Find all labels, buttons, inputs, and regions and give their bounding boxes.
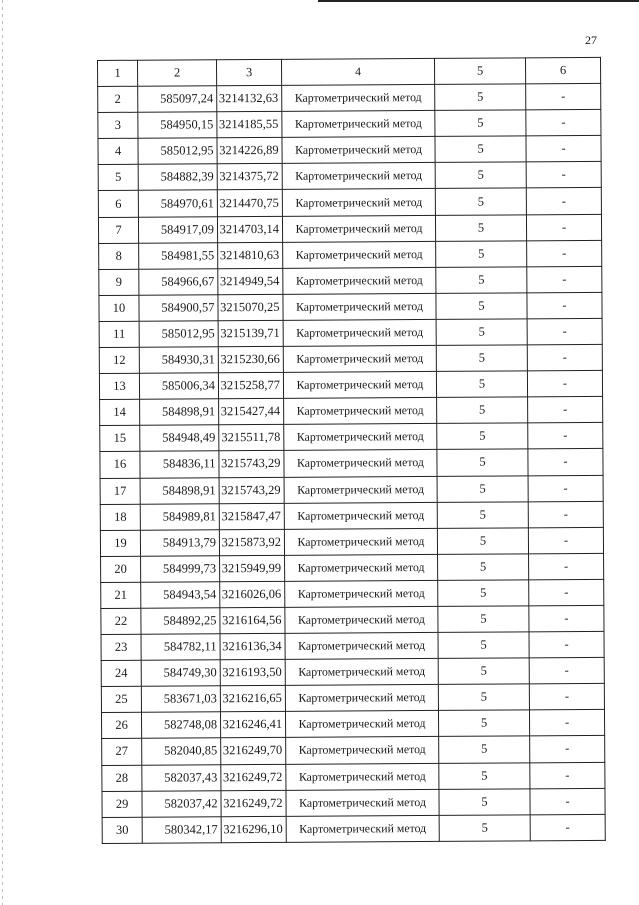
x-coordinate-cell: 584981,55 bbox=[139, 242, 218, 269]
method-cell: Картометрический метод bbox=[282, 215, 435, 242]
table-row bbox=[101, 631, 604, 660]
method-cell: Картометрический метод bbox=[285, 659, 438, 686]
x-coordinate-cell: 584900,57 bbox=[139, 295, 218, 322]
table-row bbox=[102, 736, 605, 765]
point-number-cell: 28 bbox=[102, 765, 142, 791]
table-row bbox=[101, 710, 604, 739]
table-row bbox=[101, 579, 604, 608]
point-number-cell: 3 bbox=[98, 112, 138, 138]
x-coordinate-cell: 584749,30 bbox=[141, 660, 220, 687]
point-number-cell: 22 bbox=[101, 608, 141, 634]
x-coordinate-cell: 584943,54 bbox=[141, 582, 220, 609]
table-row bbox=[101, 553, 604, 582]
note-cell: - bbox=[529, 579, 604, 606]
x-coordinate-cell: 582040,85 bbox=[142, 738, 221, 765]
accuracy-cell: 5 bbox=[437, 475, 528, 502]
point-number-cell: 14 bbox=[100, 399, 140, 425]
point-number-cell: 9 bbox=[99, 269, 139, 295]
note-cell: - bbox=[528, 475, 603, 502]
method-cell: Картометрический метод bbox=[283, 345, 436, 372]
accuracy-cell: 5 bbox=[436, 267, 527, 294]
note-cell: - bbox=[530, 814, 605, 841]
accuracy-cell: 5 bbox=[437, 423, 528, 450]
accuracy-cell: 5 bbox=[436, 371, 527, 398]
accuracy-cell: 5 bbox=[439, 815, 530, 842]
header-cell: 5 bbox=[434, 58, 525, 85]
method-cell: Картометрический метод bbox=[283, 241, 436, 268]
accuracy-cell: 5 bbox=[435, 162, 526, 189]
y-coordinate-cell: 3215847,47 bbox=[219, 503, 284, 529]
header-cell: 1 bbox=[98, 60, 138, 86]
y-coordinate-cell: 3216249,70 bbox=[221, 738, 286, 764]
page-number: 27 bbox=[585, 33, 597, 47]
coordinates-table bbox=[97, 57, 606, 844]
table-row bbox=[98, 136, 601, 165]
y-coordinate-cell: 3214703,14 bbox=[217, 216, 282, 242]
y-coordinate-cell: 3214375,72 bbox=[217, 164, 282, 190]
y-coordinate-cell: 3215258,77 bbox=[218, 372, 283, 398]
method-cell: Картометрический метод bbox=[283, 319, 436, 346]
point-number-cell: 23 bbox=[101, 634, 141, 660]
accuracy-cell: 5 bbox=[436, 293, 527, 320]
accuracy-cell: 5 bbox=[438, 606, 529, 633]
accuracy-cell: 5 bbox=[436, 319, 527, 346]
y-coordinate-cell: 3215427,44 bbox=[219, 399, 284, 425]
x-coordinate-cell: 584917,09 bbox=[138, 216, 217, 243]
table-row bbox=[98, 84, 601, 113]
point-number-cell: 27 bbox=[102, 739, 142, 765]
accuracy-cell: 5 bbox=[438, 684, 529, 711]
note-cell: - bbox=[528, 397, 603, 424]
y-coordinate-cell: 3216193,50 bbox=[220, 660, 285, 686]
y-coordinate-cell: 3215230,66 bbox=[218, 346, 283, 372]
table-row bbox=[101, 658, 604, 687]
point-number-cell: 24 bbox=[101, 660, 141, 686]
table-row bbox=[102, 762, 605, 791]
table-row bbox=[99, 266, 602, 295]
y-coordinate-cell: 3216246,41 bbox=[220, 712, 285, 738]
table-header-row bbox=[98, 57, 601, 86]
table-row bbox=[99, 318, 602, 347]
method-cell: Картометрический метод bbox=[284, 502, 437, 529]
method-cell: Картометрический метод bbox=[282, 163, 435, 190]
method-cell: Картометрический метод bbox=[284, 476, 437, 503]
method-cell: Картометрический метод bbox=[286, 815, 439, 842]
method-cell: Картометрический метод bbox=[282, 137, 435, 164]
method-cell: Картометрический метод bbox=[282, 85, 435, 112]
accuracy-cell: 5 bbox=[438, 710, 529, 737]
note-cell: - bbox=[527, 318, 602, 345]
x-coordinate-cell: 585006,34 bbox=[139, 373, 218, 400]
x-coordinate-cell: 584950,15 bbox=[138, 112, 217, 139]
table-row bbox=[98, 110, 601, 139]
x-coordinate-cell: 584898,91 bbox=[140, 399, 219, 426]
table-row bbox=[100, 449, 603, 478]
header-cell: 4 bbox=[281, 58, 434, 85]
x-coordinate-cell: 582037,42 bbox=[142, 790, 221, 817]
accuracy-cell: 5 bbox=[438, 658, 529, 685]
header-cell: 2 bbox=[138, 60, 217, 87]
note-cell: - bbox=[527, 344, 602, 371]
y-coordinate-cell: 3215743,29 bbox=[219, 477, 284, 503]
method-cell: Картометрический метод bbox=[285, 580, 438, 607]
note-cell: - bbox=[528, 449, 603, 476]
method-cell: Картометрический метод bbox=[284, 528, 437, 555]
table-row bbox=[101, 605, 604, 634]
accuracy-cell: 5 bbox=[437, 449, 528, 476]
point-number-cell: 25 bbox=[101, 686, 141, 712]
x-coordinate-cell: 583671,03 bbox=[141, 686, 220, 713]
note-cell: - bbox=[526, 162, 601, 189]
method-cell: Картометрический метод bbox=[285, 685, 438, 712]
accuracy-cell: 5 bbox=[438, 554, 529, 581]
note-cell: - bbox=[528, 423, 603, 450]
table-row bbox=[101, 684, 604, 713]
x-coordinate-cell: 585012,95 bbox=[138, 138, 217, 165]
accuracy-cell: 5 bbox=[435, 136, 526, 163]
x-coordinate-cell: 584782,11 bbox=[141, 634, 220, 661]
method-cell: Картометрический метод bbox=[284, 450, 437, 477]
accuracy-cell: 5 bbox=[437, 528, 528, 555]
note-cell: - bbox=[529, 553, 604, 580]
note-cell: - bbox=[527, 292, 602, 319]
method-cell: Картометрический метод bbox=[286, 763, 439, 790]
y-coordinate-cell: 3214185,55 bbox=[217, 112, 282, 138]
table-row bbox=[102, 788, 605, 817]
note-cell: - bbox=[530, 762, 605, 789]
y-coordinate-cell: 3215070,25 bbox=[218, 294, 283, 320]
accuracy-cell: 5 bbox=[437, 501, 528, 528]
y-coordinate-cell: 3215511,78 bbox=[219, 425, 284, 451]
table-row bbox=[99, 344, 602, 373]
note-cell: - bbox=[530, 736, 605, 763]
table-body bbox=[98, 57, 606, 843]
x-coordinate-cell: 584913,79 bbox=[140, 529, 219, 556]
table-row bbox=[100, 397, 603, 426]
y-coordinate-cell: 3216249,72 bbox=[221, 764, 286, 790]
point-number-cell: 4 bbox=[98, 139, 138, 165]
accuracy-cell: 5 bbox=[435, 110, 526, 137]
accuracy-cell: 5 bbox=[438, 580, 529, 607]
point-number-cell: 10 bbox=[99, 295, 139, 321]
top-border-rule bbox=[318, 0, 639, 2]
table-row bbox=[98, 162, 601, 191]
accuracy-cell: 5 bbox=[439, 788, 530, 815]
point-number-cell: 30 bbox=[102, 817, 142, 843]
y-coordinate-cell: 3216136,34 bbox=[220, 633, 285, 659]
y-coordinate-cell: 3215743,29 bbox=[219, 451, 284, 477]
point-number-cell: 12 bbox=[99, 347, 139, 373]
point-number-cell: 19 bbox=[100, 530, 140, 556]
method-cell: Картометрический метод bbox=[284, 424, 437, 451]
table-row bbox=[98, 188, 601, 217]
method-cell: Картометрический метод bbox=[283, 293, 436, 320]
x-coordinate-cell: 580342,17 bbox=[142, 816, 221, 843]
y-coordinate-cell: 3216216,65 bbox=[220, 686, 285, 712]
note-cell: - bbox=[530, 788, 605, 815]
point-number-cell: 29 bbox=[102, 791, 142, 817]
table-row bbox=[100, 475, 603, 504]
x-coordinate-cell: 584948,49 bbox=[140, 425, 219, 452]
x-coordinate-cell: 584898,91 bbox=[140, 477, 219, 504]
y-coordinate-cell: 3216296,10 bbox=[221, 816, 286, 842]
note-cell: - bbox=[529, 631, 604, 658]
y-coordinate-cell: 3214132,63 bbox=[217, 85, 282, 111]
point-number-cell: 11 bbox=[99, 321, 139, 347]
method-cell: Картометрический метод bbox=[283, 372, 436, 399]
x-coordinate-cell: 584989,81 bbox=[140, 503, 219, 530]
x-coordinate-cell: 584892,25 bbox=[141, 608, 220, 635]
note-cell: - bbox=[526, 214, 601, 241]
x-coordinate-cell: 584882,39 bbox=[138, 164, 217, 191]
point-number-cell: 13 bbox=[99, 373, 139, 399]
table-row bbox=[99, 240, 602, 269]
x-coordinate-cell: 585097,24 bbox=[138, 86, 217, 113]
note-cell: - bbox=[528, 501, 603, 528]
y-coordinate-cell: 3216164,56 bbox=[220, 607, 285, 633]
table-row bbox=[99, 292, 602, 321]
table-row bbox=[100, 527, 603, 556]
x-coordinate-cell: 584930,31 bbox=[139, 347, 218, 374]
note-cell: - bbox=[526, 136, 601, 163]
y-coordinate-cell: 3215139,71 bbox=[218, 320, 283, 346]
method-cell: Картометрический метод bbox=[282, 111, 435, 138]
method-cell: Картометрический метод bbox=[283, 267, 436, 294]
x-coordinate-cell: 584966,67 bbox=[139, 269, 218, 296]
point-number-cell: 21 bbox=[101, 582, 141, 608]
x-coordinate-cell: 582037,43 bbox=[142, 764, 221, 791]
point-number-cell: 8 bbox=[99, 243, 139, 269]
y-coordinate-cell: 3216249,72 bbox=[221, 790, 286, 816]
x-coordinate-cell: 584836,11 bbox=[140, 451, 219, 478]
table-row bbox=[99, 371, 602, 400]
point-number-cell: 2 bbox=[98, 86, 138, 112]
accuracy-cell: 5 bbox=[439, 736, 530, 763]
point-number-cell: 18 bbox=[100, 504, 140, 530]
point-number-cell: 20 bbox=[101, 556, 141, 582]
note-cell: - bbox=[526, 188, 601, 215]
note-cell: - bbox=[529, 710, 604, 737]
x-coordinate-cell: 585012,95 bbox=[139, 321, 218, 348]
method-cell: Картометрический метод bbox=[286, 737, 439, 764]
point-number-cell: 17 bbox=[100, 478, 140, 504]
y-coordinate-cell: 3214949,54 bbox=[218, 268, 283, 294]
point-number-cell: 26 bbox=[101, 713, 141, 739]
y-coordinate-cell: 3214226,89 bbox=[217, 138, 282, 164]
accuracy-cell: 5 bbox=[435, 188, 526, 215]
table-row bbox=[98, 214, 601, 243]
x-coordinate-cell: 582748,08 bbox=[141, 712, 220, 739]
point-number-cell: 16 bbox=[100, 452, 140, 478]
method-cell: Картометрический метод bbox=[286, 789, 439, 816]
point-number-cell: 5 bbox=[98, 165, 138, 191]
x-coordinate-cell: 584999,73 bbox=[141, 556, 220, 583]
accuracy-cell: 5 bbox=[435, 84, 526, 111]
table-row bbox=[102, 814, 605, 843]
y-coordinate-cell: 3214810,63 bbox=[218, 242, 283, 268]
note-cell: - bbox=[527, 266, 602, 293]
accuracy-cell: 5 bbox=[439, 762, 530, 789]
table-row bbox=[100, 423, 603, 452]
table-row bbox=[100, 501, 603, 530]
accuracy-cell: 5 bbox=[435, 214, 526, 241]
accuracy-cell: 5 bbox=[436, 241, 527, 268]
note-cell: - bbox=[526, 110, 601, 137]
accuracy-cell: 5 bbox=[437, 397, 528, 424]
note-cell: - bbox=[529, 684, 604, 711]
y-coordinate-cell: 3215873,92 bbox=[219, 529, 284, 555]
note-cell: - bbox=[526, 84, 601, 111]
scan-edge-line bbox=[2, 0, 3, 905]
y-coordinate-cell: 3216026,06 bbox=[220, 581, 285, 607]
accuracy-cell: 5 bbox=[436, 345, 527, 372]
method-cell: Картометрический метод bbox=[285, 606, 438, 633]
point-number-cell: 7 bbox=[98, 217, 138, 243]
note-cell: - bbox=[527, 240, 602, 267]
method-cell: Картометрический метод bbox=[285, 711, 438, 738]
method-cell: Картометрический метод bbox=[285, 632, 438, 659]
method-cell: Картометрический метод bbox=[282, 189, 435, 216]
note-cell: - bbox=[529, 605, 604, 632]
note-cell: - bbox=[529, 658, 604, 685]
header-cell: 6 bbox=[525, 57, 600, 84]
method-cell: Картометрический метод bbox=[284, 398, 437, 425]
point-number-cell: 15 bbox=[100, 426, 140, 452]
header-cell: 3 bbox=[217, 59, 282, 85]
note-cell: - bbox=[527, 371, 602, 398]
method-cell: Картометрический метод bbox=[285, 554, 438, 581]
y-coordinate-cell: 3215949,99 bbox=[220, 555, 285, 581]
point-number-cell: 6 bbox=[98, 191, 138, 217]
note-cell: - bbox=[528, 527, 603, 554]
y-coordinate-cell: 3214470,75 bbox=[217, 190, 282, 216]
x-coordinate-cell: 584970,61 bbox=[138, 190, 217, 217]
accuracy-cell: 5 bbox=[438, 632, 529, 659]
